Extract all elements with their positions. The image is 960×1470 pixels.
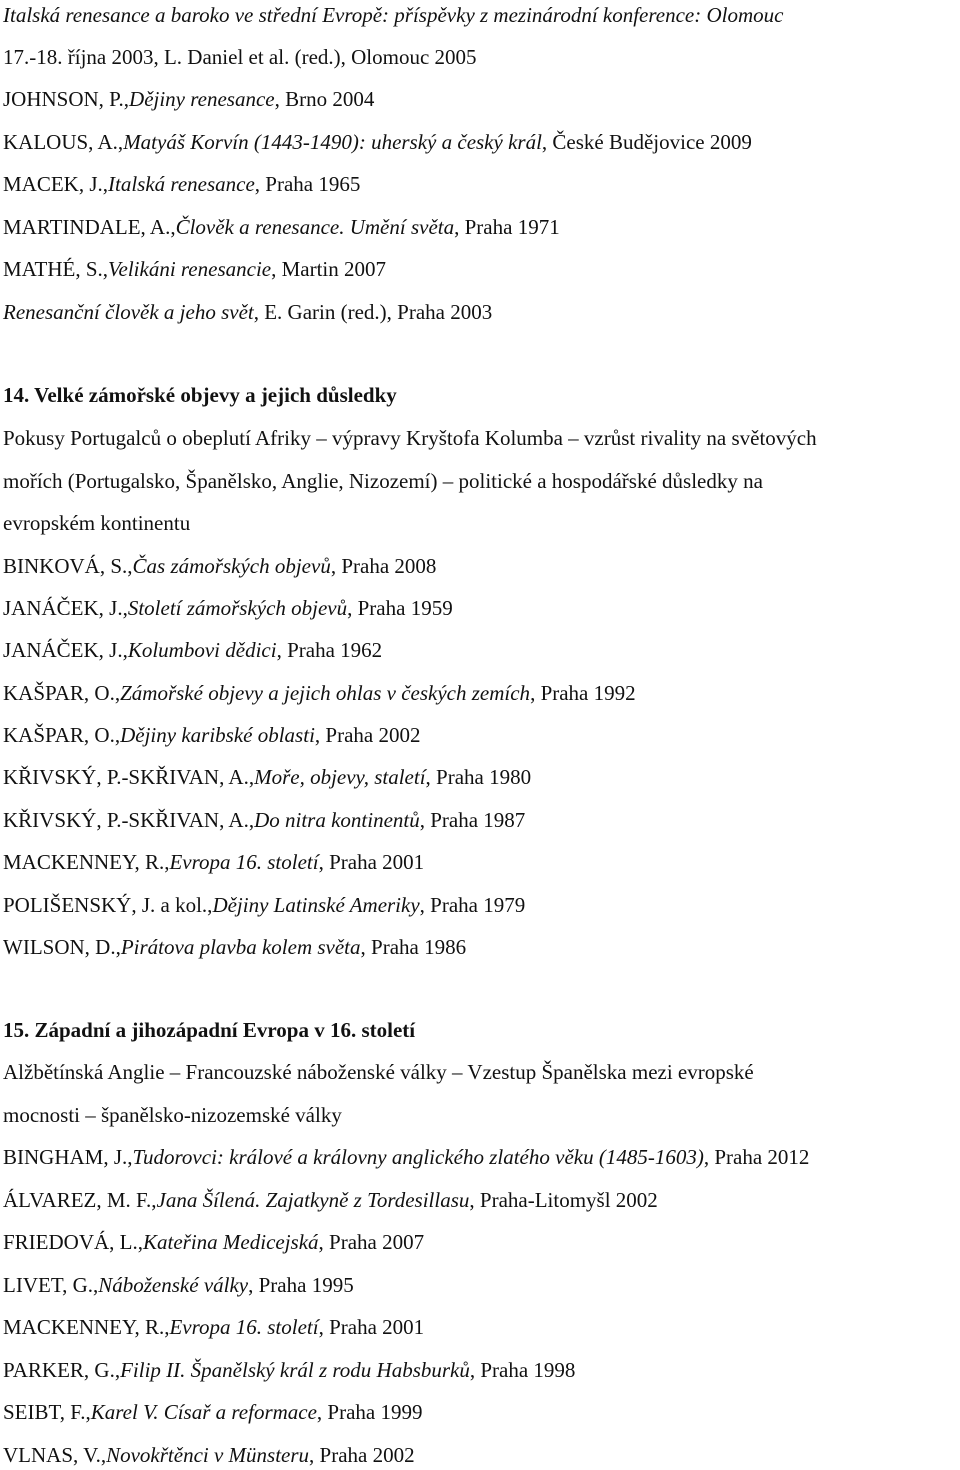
entry-text: , Praha 2002	[309, 1443, 415, 1467]
section-description-line: evropském kontinentu	[3, 511, 191, 535]
entry-text: SEIBT, F.,	[3, 1400, 91, 1424]
bibliography-entry	[3, 678, 960, 708]
entry-text: , Praha 2001	[318, 850, 425, 874]
bibliography-entry	[3, 169, 960, 199]
bibliography-entry	[3, 551, 960, 581]
entry-text: MARTINDALE, A.,	[3, 215, 176, 239]
bibliography-entry	[3, 1312, 960, 1342]
bibliography-entry	[3, 1185, 960, 1215]
entry-text: ÁLVAREZ, M. F.,	[3, 1188, 157, 1212]
entry-text: , Praha 1971	[454, 215, 560, 239]
entry-title: Filip II. Španělský král z rodu Habsburků	[120, 1358, 470, 1382]
entry-text: JANÁČEK, J.,	[3, 596, 128, 620]
entry-title: Matyáš Korvín (1443-1490): uherský a český král	[123, 130, 542, 154]
entry-text: , Praha 1980	[425, 765, 532, 789]
section-description-line: Alžbětínská Anglie – Francouzské náboženské války – Vzestup Španělska mezi evropské	[3, 1060, 754, 1084]
bibliography-entry	[3, 1227, 960, 1257]
entry-title: Člověk a renesance. Umění světa	[175, 215, 455, 239]
entry-text: FRIEDOVÁ, L.,	[3, 1230, 143, 1254]
entry-text: VLNAS, V.,	[3, 1443, 107, 1467]
entry-text: , Praha 1986	[360, 935, 467, 959]
bibliography-entry	[3, 1355, 960, 1385]
section-description-line: mořích (Portugalsko, Španělsko, Anglie, Nizozemí) – politické a hospodářské důsledky na	[3, 469, 763, 493]
section-heading: 15. Západní a jihozápadní Evropa v 16. století	[3, 1018, 416, 1042]
entry-text: , Praha 1992	[530, 681, 636, 705]
entry-text: KAŠPAR, O.,	[3, 723, 121, 747]
entry-title: Čas zámořských objevů	[132, 554, 331, 578]
entry-text: , Praha 1999	[316, 1400, 423, 1424]
entry-text: , Praha 1965	[254, 172, 361, 196]
entry-title: Do nitra kontinentů	[254, 808, 420, 832]
entry-title: Italská renesance	[108, 172, 255, 196]
entry-text: WILSON, D.,	[3, 935, 121, 959]
entry-title: Dějiny Latinské Ameriky	[212, 893, 420, 917]
bibliography-entry	[3, 932, 960, 962]
entry-text: , Praha 1962	[276, 638, 383, 662]
entry-text: , Praha 1979	[419, 893, 526, 917]
entry-text: JANÁČEK, J.,	[3, 638, 128, 662]
entry-title: Evropa 16. století	[169, 850, 319, 874]
entry-text: MACKENNEY, R.,	[3, 1315, 170, 1339]
bibliography-entry	[3, 805, 960, 835]
entry-text: , České Budějovice 2009	[541, 130, 752, 154]
bibliography-entry	[3, 762, 960, 792]
entry-text: , Brno 2004	[274, 87, 375, 111]
entry-text: , Praha-Litomyšl 2002	[469, 1188, 658, 1212]
entry-title: Náboženské války	[98, 1273, 249, 1297]
bibliography-entry	[3, 297, 960, 327]
bibliography-entry	[3, 847, 960, 877]
entry-text: , Martin 2007	[271, 257, 386, 281]
entry-title: Tudorovci: králové a královny anglického zlatého věku (1485-1603)	[132, 1145, 704, 1169]
entry-text: MATHÉ, S.,	[3, 257, 109, 281]
bibliography-entry	[3, 720, 960, 750]
entry-text: , E. Garin (red.), Praha 2003	[253, 300, 493, 324]
entry-title: Zámořské objevy a jejich ohlas v českých zemích	[120, 681, 531, 705]
entry-text: MACEK, J.,	[3, 172, 109, 196]
bibliography-entry	[3, 890, 960, 920]
entry-title: Moře, objevy, staletí	[254, 765, 426, 789]
entry-title: Velikáni renesancie	[108, 257, 272, 281]
entry-text: 17.-18. října 2003, L. Daniel et al. (red.), Olomouc 2005	[3, 45, 477, 69]
bibliography-entry	[3, 0, 960, 30]
entry-title: Pirátova plavba kolem světa	[120, 935, 361, 959]
section-description-line: mocnosti – španělsko-nizozemské války	[3, 1103, 342, 1127]
entry-title: Století zámořských objevů	[127, 596, 348, 620]
entry-title: Karel V. Císař a reformace	[90, 1400, 317, 1424]
entry-text: BINKOVÁ, S.,	[3, 554, 133, 578]
entry-title: Italská renesance a baroko ve střední Evropě: příspěvky z mezinárodní konference: Olomouc	[3, 3, 784, 27]
entry-text: LIVET, G.,	[3, 1273, 99, 1297]
entry-text: JOHNSON, P.,	[3, 87, 130, 111]
entry-text: MACKENNEY, R.,	[3, 850, 170, 874]
section-heading: 14. Velké zámořské objevy a jejich důsledky	[3, 383, 397, 407]
entry-text: POLIŠENSKÝ, J. a kol.,	[3, 893, 213, 917]
bibliography-entry	[3, 127, 960, 157]
bibliography-entry	[3, 42, 960, 72]
entry-text: , Praha 1995	[248, 1273, 354, 1297]
entry-title: Kolumbovi dědici	[127, 638, 277, 662]
entry-text: , Praha 2007	[318, 1230, 425, 1254]
entry-text: KAŠPAR, O.,	[3, 681, 121, 705]
entry-title: Evropa 16. století	[169, 1315, 319, 1339]
entry-text: KALOUS, A.,	[3, 130, 124, 154]
entry-text: PARKER, G.,	[3, 1358, 121, 1382]
entry-title: Dějiny renesance	[129, 87, 275, 111]
entry-title: Novokřtěnci v Münsteru	[106, 1443, 310, 1467]
bibliography-entry	[3, 1270, 960, 1300]
bibliography-entry	[3, 254, 960, 284]
entry-title: Renesanční člověk a jeho svět	[3, 300, 254, 324]
entry-text: , Praha 2012	[703, 1145, 810, 1169]
entry-text: , Praha 1959	[347, 596, 453, 620]
entry-text: KŘIVSKÝ, P.-SKŘIVAN, A.,	[3, 808, 255, 832]
entry-text: KŘIVSKÝ, P.-SKŘIVAN, A.,	[3, 765, 255, 789]
bibliography-entry	[3, 635, 960, 665]
entry-title: Kateřina Medicejská	[143, 1230, 319, 1254]
section-description-line: Pokusy Portugalců o obeplutí Afriky – výpravy Kryštofa Kolumba – vzrůst rivality na světových	[3, 426, 817, 450]
entry-text: , Praha 2008	[330, 554, 437, 578]
bibliography-entry	[3, 84, 960, 114]
entry-text: BINGHAM, J.,	[3, 1145, 133, 1169]
bibliography-entry	[3, 593, 960, 623]
entry-title: Dějiny karibské oblasti	[120, 723, 315, 747]
entry-text: , Praha 1998	[469, 1358, 576, 1382]
entry-title: Jana Šílená. Zajatkyně z Tordesillasu	[156, 1188, 470, 1212]
entry-text: , Praha 2001	[318, 1315, 425, 1339]
bibliography-entry	[3, 1397, 960, 1427]
bibliography-entry	[3, 1142, 960, 1172]
entry-text: , Praha 2002	[314, 723, 421, 747]
entry-text: , Praha 1987	[419, 808, 526, 832]
bibliography-entry	[3, 212, 960, 242]
